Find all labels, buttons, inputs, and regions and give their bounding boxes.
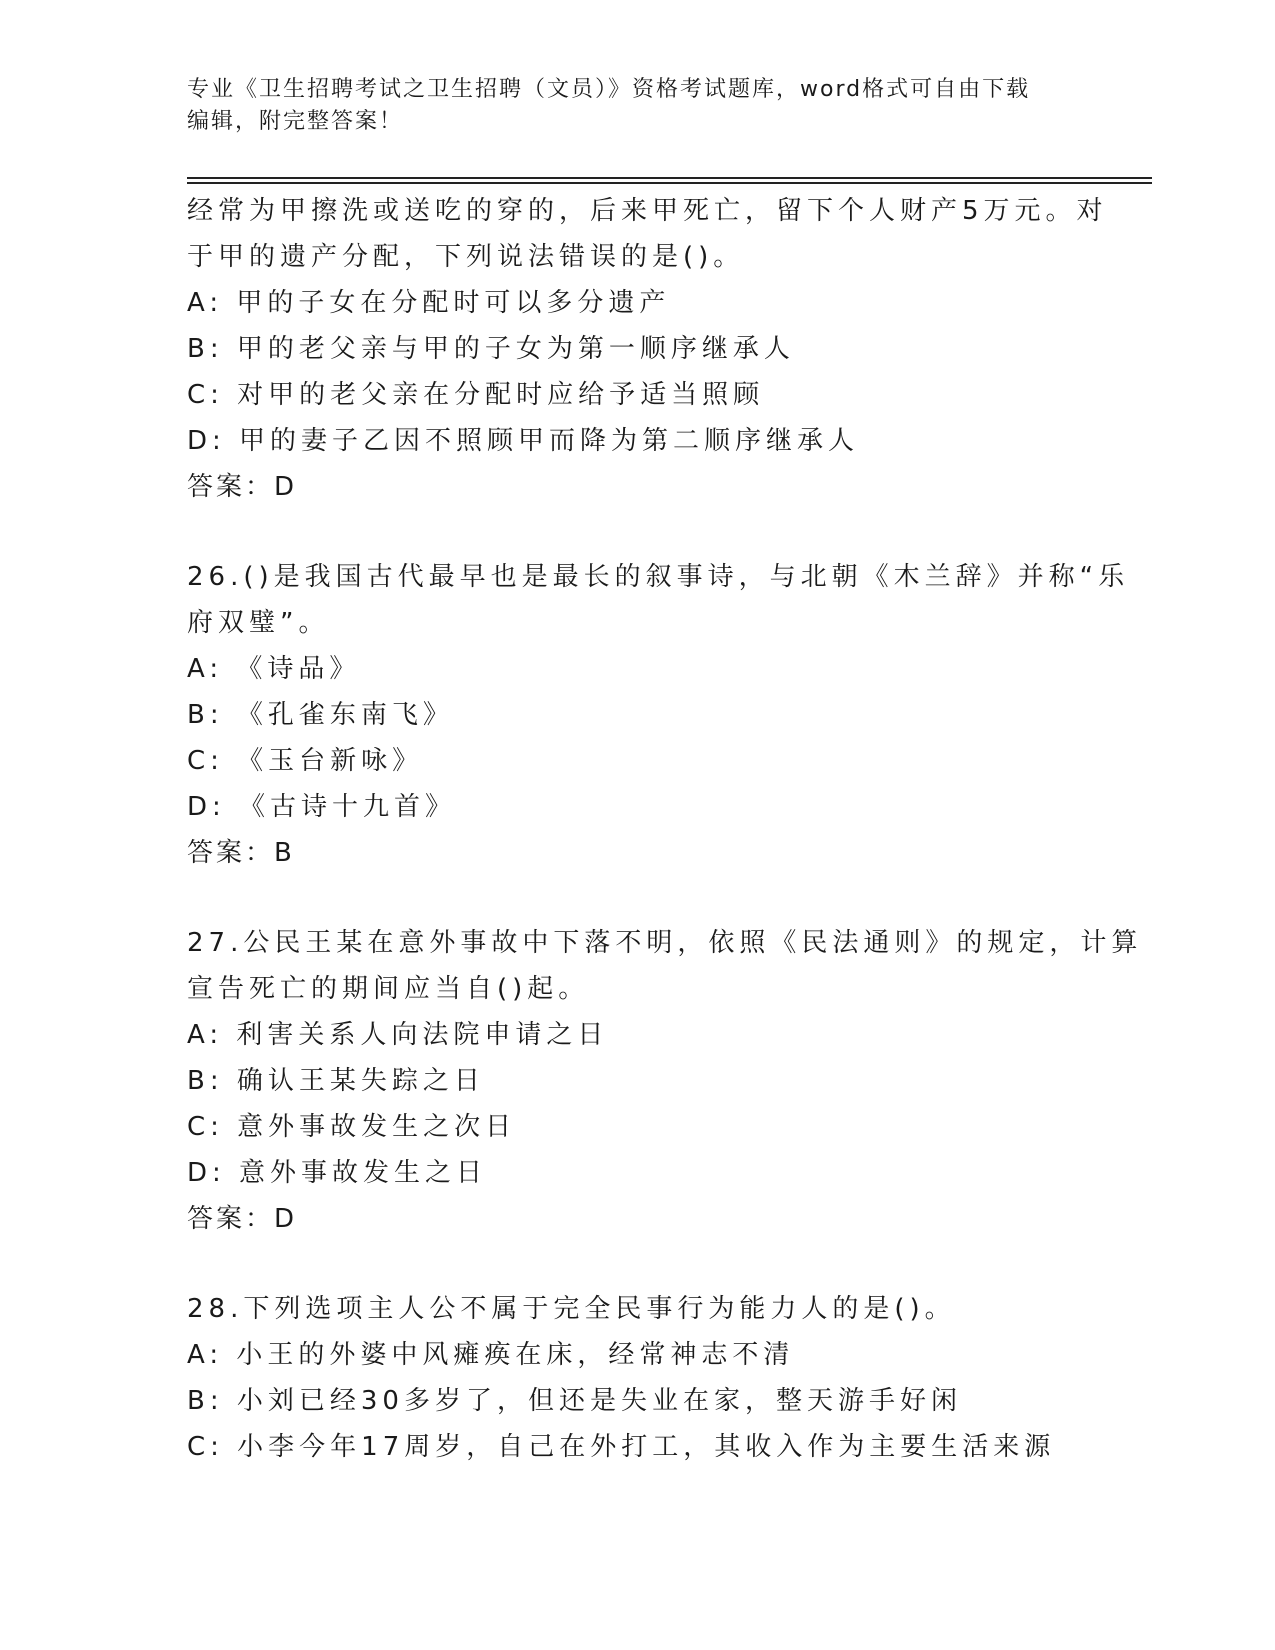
option-c: C: 意外事故发生之次日 — [187, 1112, 517, 1142]
option-a: A: 《诗品》 — [187, 654, 361, 684]
question-27 — [187, 920, 1143, 1242]
question-text-line: 府双璧”。 — [187, 608, 330, 638]
option-a: A: 甲的子女在分配时可以多分遗产 — [187, 288, 671, 318]
option-c: C: 小李今年17周岁，自己在外打工，其收入作为主要生活来源 — [187, 1432, 1056, 1462]
question-text-line: 经常为甲擦洗或送吃的穿的，后来甲死亡，留下个人财产5万元。对 — [187, 196, 1108, 226]
question-text-line: 于甲的遗产分配，下列说法错误的是()。 — [187, 242, 745, 272]
header-line-1: 专业《卫生招聘考试之卫生招聘（文员）》资格考试题库，word格式可自由下载 — [187, 77, 1031, 102]
option-c: C: 《玉台新咏》 — [187, 746, 424, 776]
answer: 答案：D — [187, 472, 298, 502]
answer: 答案：D — [187, 1204, 298, 1234]
question-text-line: 宣告死亡的期间应当自()起。 — [187, 974, 590, 1004]
question-28 — [187, 1286, 1087, 1470]
question-text-line: 27.公民王某在意外事故中下落不明，依照《民法通则》的规定，计算 — [187, 928, 1143, 958]
option-d: D: 《古诗十九首》 — [187, 792, 457, 822]
header-line-2: 编辑，附完整答案！ — [187, 109, 404, 134]
question-content — [187, 188, 1143, 1470]
option-b: B: 甲的老父亲与甲的子女为第一顺序继承人 — [187, 334, 795, 364]
option-d: D: 意外事故发生之日 — [187, 1158, 488, 1188]
option-b: B: 小刘已经30多岁了，但还是失业在家，整天游手好闲 — [187, 1386, 962, 1416]
answer: 答案：B — [187, 838, 295, 868]
question-text-line: 26.()是我国古代最早也是最长的叙事诗，与北朝《木兰辞》并称“乐 — [187, 562, 1130, 592]
option-b: B: 《孔雀东南飞》 — [187, 700, 454, 730]
header-rule-bottom — [187, 182, 1152, 184]
question-26 — [187, 554, 1130, 876]
question-25 — [187, 188, 1108, 510]
option-a: A: 小王的外婆中风瘫痪在床，经常神志不清 — [187, 1340, 795, 1370]
option-a: A: 利害关系人向法院申请之日 — [187, 1020, 609, 1050]
header-rule-top — [187, 177, 1152, 179]
option-c: C: 对甲的老父亲在分配时应给予适当照顾 — [187, 380, 765, 410]
option-d: D: 甲的妻子乙因不照顾甲而降为第二顺序继承人 — [187, 426, 860, 456]
document-header — [187, 74, 1087, 138]
option-b: B: 确认王某失踪之日 — [187, 1066, 485, 1096]
question-text-line: 28.下列选项主人公不属于完全民事行为能力人的是()。 — [187, 1294, 956, 1324]
